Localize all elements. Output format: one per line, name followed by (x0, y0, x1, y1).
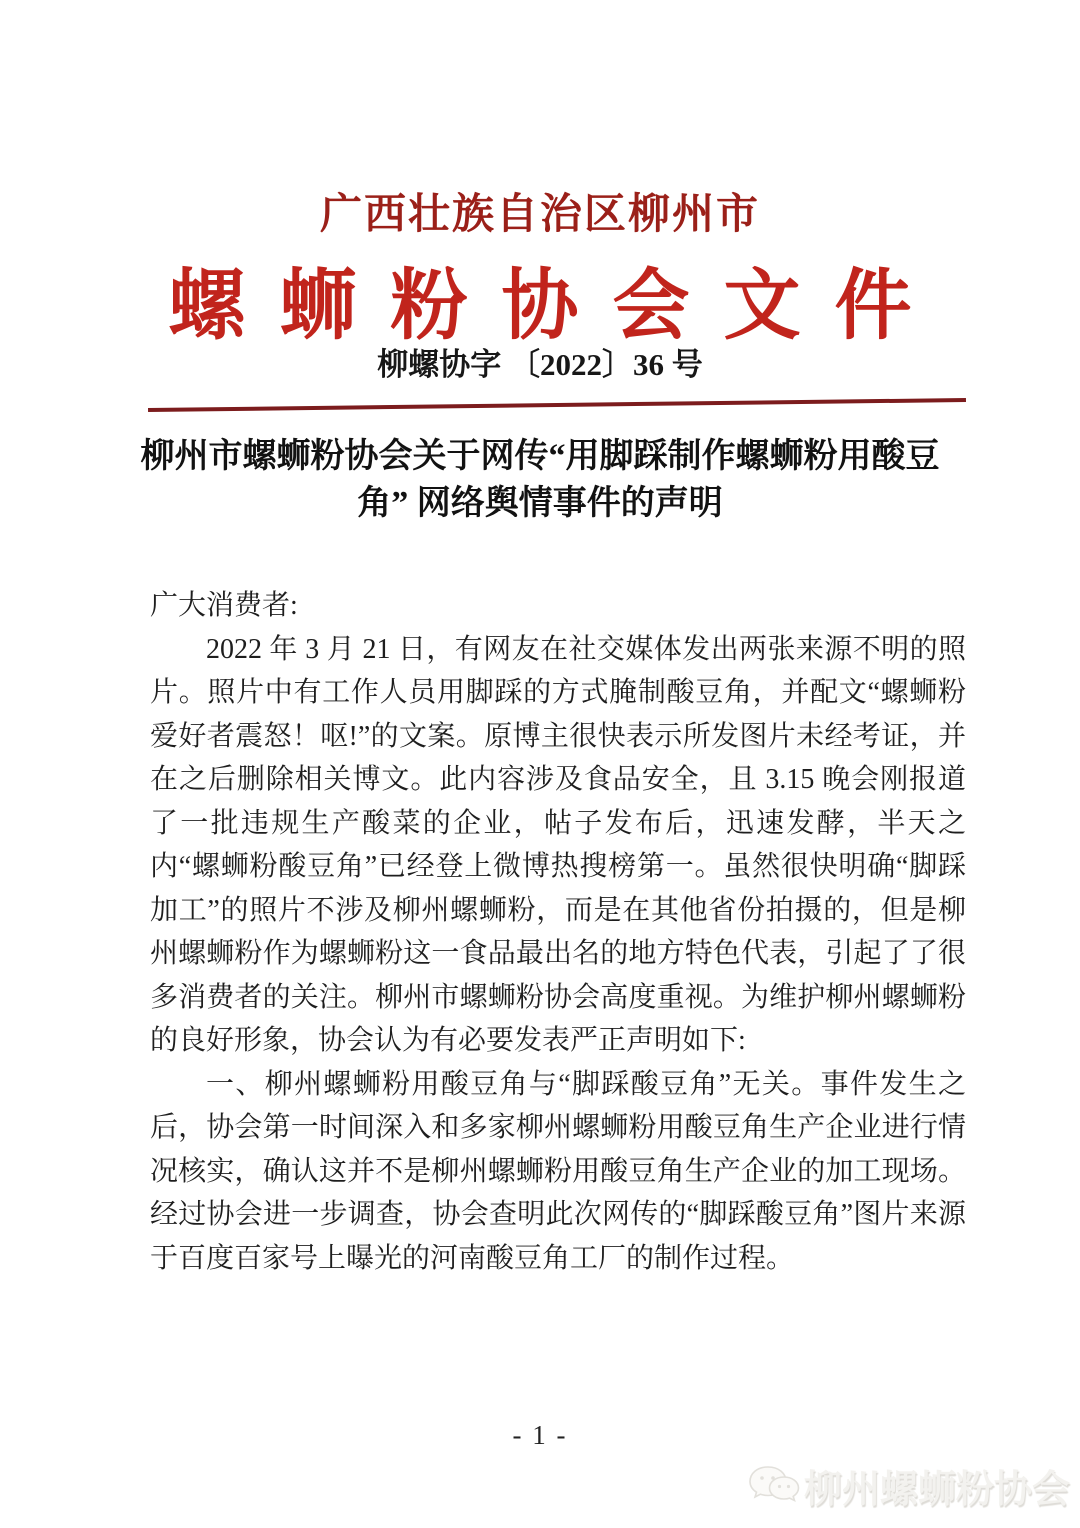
paragraph-2: 一、柳州螺蛳粉用酸豆角与“脚踩酸豆角”无关。事件发生之后，协会第一时间深入和多家柳州螺蛳粉用酸豆角生产企业进行情况核实，确认这并不是柳州螺蛳粉用酸豆角生产企业的加工现场。经过协会进一步调查，协会查明此次网传的“脚踩酸豆角”图片来源于百度百家号上曝光的河南酸豆角工厂的制作过程。 (150, 1068, 966, 1274)
document-title (132, 433, 948, 527)
letterhead-banner: 螺蛳粉协会文件 (168, 263, 946, 349)
document-body (150, 584, 966, 1280)
document-number: 柳螺协字 〔2022〕36 号 (377, 347, 703, 382)
letterhead-region: 广西壮族自治区柳州市 (319, 192, 760, 238)
watermark-label: 柳州螺蛳粉协会 (803, 1469, 1070, 1511)
red-divider-rule (148, 398, 966, 412)
salutation: 广大消费者: (150, 590, 298, 621)
document-title-line1: 柳州市螺蛳粉协会关于网传“用脚踩制作螺蛳粉用酸豆 (140, 438, 940, 475)
document-title-line2: 角” 网络舆情事件的声明 (357, 485, 723, 522)
wechat-icon (748, 1463, 800, 1509)
page-number: - 1 - (512, 1420, 568, 1450)
watermark (748, 1458, 1070, 1513)
paragraph-1: 2022 年 3 月 21 日，有网友在社交媒体发出两张来源不明的照片。照片中有工作人员用脚踩的方式腌制酸豆角，并配文“螺蛳粉爱好者震怒！呕!”的文案。原博主很快表示所发图片未经考证，并在之后删除相关博文。此内容涉及食品安全，且 3.15 晚会刚报道了一批违规生产酸菜的企业，帖子发布后，迅速发酵，半天之内“螺蛳粉酸豆角”已经登上微博热搜榜第一。虽然很快明确“脚踩加工”的照片不涉及柳州螺蛳粉，而是在其他省份拍摄的，但是柳州螺蛳粉作为螺蛳粉这一食品最出名的地方特色代表，引起了了很多消费者的关注。柳州市螺蛳粉协会高度重视。为维护柳州螺蛳粉的良好形象，协会认为有必要发表严正声明如下: (150, 633, 966, 1056)
